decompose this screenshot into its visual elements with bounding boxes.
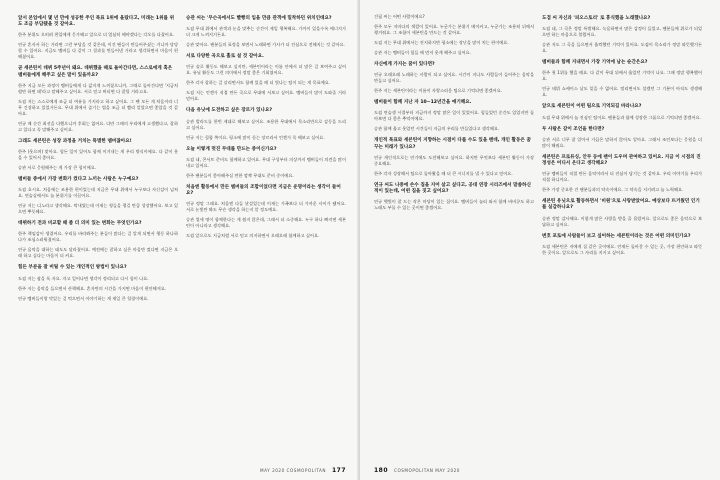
interview-answer: 한주 저는 세븐틴이라는 이름이 자랑스러운 팀으로 기억되면 좋겠어요.: [374, 88, 502, 94]
interview-answer: 연규 개인적으로는 연기에도 도전해보고 싶어요. 하지만 무엇보다 세븐틴 활동이 가장 중요해요.: [374, 154, 534, 166]
interview-question: 앞으로 세븐틴이 어떤 팀으로 기억되길 바라나요?: [542, 104, 642, 110]
interview-answer: 한주 분위도 오히려 편입에게 응가해고 앞으로 더 열심히 해야겠다는 각오를 다졌어요.: [18, 32, 175, 38]
interview-answer: 도겸 호시요. 처음에는 조용한 편이었는데 지금은 무대 위에서 누구보다 자신감이 넘쳐요. 연습실에서도 늘 분위기를 이끌어요.: [18, 187, 178, 199]
interview-question: 멤버들이 함께 지난 자 10~12년간을 얘기해요.: [374, 100, 472, 106]
page-number: 180: [374, 467, 389, 474]
interview-answer: 도겸 네, 그 곡은 정말 특별해요. 녹음하면서 많은 감정이 들었고, 팬분들께 위로가 되었으면 하는 마음으로 불렀어요.: [542, 26, 702, 38]
interview-answer: 도겸 무대 위에서 늘 진심인 팀이요. 팬분들과 함께 성장한 그룹으로 기억되면 좋겠어요.: [542, 114, 701, 120]
interview-answer: 도겸 무대 위에서 관객과 눈을 맞추는 순간이 제일 행복해요. 가까이 있을수록 에너지가 더 크게 느껴지거든요.: [186, 26, 346, 38]
interview-answer: 연규 저는 힙합 쪽이요. 평소에 많이 듣는 장르라서 언젠가 꼭 해보고 싶어요.: [186, 134, 325, 140]
interview-answer: 승관 함께 울고 웃었던 시간들이 지금의 우리를 만들었다고 생각해요.: [374, 126, 500, 132]
interview-question: 승관 씨는 '무슨곡에서도 빨빵의 입을 만큼 관객에 밀착하던 위치인데요?: [186, 16, 332, 21]
interview-question: 연규 씨도 나중에 손수 집을 지어 살고 싶다고, 공대 연장 시리즈에서 말씀하신 적이 있는데, 어떤 집을 짓고 싶어요?: [374, 182, 531, 195]
interview-answer: 승관 서로 응원해주는 게 가장 큰 힘이에요.: [18, 165, 97, 171]
interview-answer: 한주 저는 음악을 들으면서 산책해요. 혼자만의 시간을 가지면 마음이 편안해져요.: [18, 285, 167, 291]
interview-answer: 도겸 저는 무대 위에서는 진지하지만 평소에는 장난을 많이 치는 편이에요.: [374, 40, 509, 45]
interview-question: 처음엔 활동에서 만든 멤버들의 조합이었다면 지금은 운명이라는 생각이 들어요?: [186, 184, 341, 197]
interview-answer: 승관 열세 명이 함께한다는 게 쉽지 않은데, 그래서 더 소중해요. 누구 하나 빠지면 세븐틴이 아니라고 생각해요.: [186, 217, 346, 229]
interview-question: 두 사람은 같이 조언을 한다면?: [542, 126, 605, 132]
interview-answer: 도겸 앞으로도 지금처럼 서로 믿고 의지하면서 오래오래 함께하고 싶어요.: [186, 233, 320, 239]
right-page: [360, 0, 720, 480]
interview-answer: 도겸 저는 언젠가 직접 만든 곡으로 무대에 서보고 싶어요. 멤버들이 많이 도와줄 거라 믿어요.: [186, 90, 346, 102]
interview-question: 곧 세븐틴이 데뷔 5주년이 돼요. 데뷔했을 때로 돌아간다면, 스스로에게 혹은 멤버들에게 해주고 싶은 말이 있을까요?: [18, 66, 173, 78]
right-page-column-2: [542, 14, 702, 460]
interview-question: 힘든 부분을 잘 버틸 수 있는 개인적인 방법이 있나요?: [18, 265, 127, 271]
interview-answer: 한주 각자 성장해서 팀으로 돌아왔을 때 더 큰 시너지를 낼 수 있다고 믿어요.: [374, 170, 513, 176]
interview-answer: 도겸 세븐틴은 저에게 집 같은 곳이에요. 언제든 돌아갈 수 있는 곳, 가장 편안하고 따뜻한 곳이요. 앞으로도 그 자리를 지키고 싶어요.: [542, 243, 702, 255]
interview-answer: 연규 오래오래 노래하는 사람이 되고 싶어요. 시간이 지나도 사람들이 들어주는 음악을 만들고 싶어요.: [374, 72, 534, 84]
interview-answer: 연규 저는 디노라고 생각해요. 막내였는데 이제는 형들을 챙길 만큼 성장했어요. 보고 있으면 뿌듯해요.: [18, 203, 178, 215]
interview-answer: 승관 정말 감사해요. 이렇게 많은 사랑을 받을 줄 몰랐어요. 앞으로도 좋은 음악으로 보답하고 싶어요.: [542, 215, 702, 227]
interview-question: 도겸 씨 자신과 '피오스토리' 로 휴식했을 노래했나요?: [542, 16, 651, 21]
interview-answer: 연규 멤버들이랑 맛있는 걸 먹으면서 이야기하는 게 제일 큰 힐링이에요.: [18, 295, 149, 301]
interview-question: 멤버들과 함께 지내면서 가장 기억에 남는 순간은요?: [542, 60, 648, 66]
interview-question: 변호 포토에 사람들이 보고 싶어하는 세븐틴이라는 것은 어떤 의미인가요?: [542, 233, 691, 239]
interview-question: 자신에게 가지는 꿈이 있다면?: [374, 62, 435, 67]
interview-answer: 도겸 연습생 시절부터 지금까지 정말 많은 일이 있었어요. 힘들었던 순간도 있었지만 돌아보면 다 좋은 추억이에요.: [374, 110, 534, 122]
interview-question: 개인적 목표와 세븐틴이 지향하는 시점이 다를 수도 있을 텐데, 개인 활동은 꿈꾸는 미래가 있나요?: [374, 138, 531, 150]
footer-magazine-label: COSMOPOLITAN MAY 2020: [394, 468, 460, 473]
right-page-footer: [374, 467, 460, 474]
left-page-footer: [260, 467, 346, 474]
interview-question: 서로 다양한 곡으로 홀로 설 것 같아요.: [186, 54, 264, 60]
interview-answer: 도겸 저는 잠을 푹 자요. 자고 일어나면 생각이 정리되고 다시 힘이 나요.: [18, 275, 149, 281]
interview-answer: 한주 책임감이 생겼어요. 우리를 바라봐주는 분들이 많다는 걸 알게 되면서 행동 하나하나가 조심스러워졌어요.: [18, 231, 178, 243]
interview-answer: 한주 각자 잘하는 걸 살리면서도 함께 있을 때 더 빛나는 팀이 되는 게 목표예요.: [186, 80, 331, 86]
interview-answer: 승관 저는 멤버들이 힘들 때 먼저 웃게 해주고 싶어요.: [374, 50, 471, 55]
interview-answer: 한주 모두 저마다의 색깔이 있어요. 누군가는 분위기 메이커고, 누군가는 조용히 뒤에서 챙겨줘요. 그 조합이 세븐틴을 만드는 것 같아요.: [374, 24, 534, 35]
interview-question: 그래도 세븐틴은 성장 과정을 거치는 특별한 멤버잖아요!: [18, 138, 132, 144]
interview-answer: 연규 멤버들이 직접 만든 음악이라서 더 진심이 담기는 것 같아요. 우리 이야기를 우리가 직접 하니까요.: [542, 171, 702, 183]
interview-answer: 승관 서로 너무 잘 알아서 가끔은 말하지 않아도 알아요. 그래서 조언보다는 응원을 더 많이 해줘요.: [542, 136, 702, 148]
interview-question: 세븐틴 유닛으로 활동하면서 '비원'으로 사랑받았어요. 예상보다 뜨거웠던 인기를 실감하나요?: [542, 199, 700, 211]
interview-question: 세븐틴은 프로듀싱, 안무 등에 팬이 도우며 관여하고 있어요. 지금 이 시점의 진정성은 어디서 온다고 생각해요?: [542, 154, 701, 167]
interview-question: 앞서 본업에서 몇 년 만에 성공한 주인 목표 1위에 올랐다고, 미래는 1위를 위도 조금 부담됐을 것 같아요.: [18, 16, 175, 28]
interview-answer: 도겸 네, 콘서트 준비도 함께하고 있어요. 무대 구성부터 의상까지 멤버들이 의견을 많이 내고 있어요.: [186, 156, 346, 168]
right-page-column-1: [374, 14, 534, 460]
interview-answer: 연규 햇빛이 잘 드는 작은 마당이 있는 집이요. 멤버들이 놀러 와서 함께 바비큐도 하고 노래도 부를 수 있는 곳이면 좋겠어요.: [374, 199, 534, 211]
interview-question: 오늘 이렇게 멋진 무대를 만드는 중이신가요?: [186, 146, 277, 152]
interview-answer: 도겸 저는 스스로에게 조금 더 여유를 가지라고 하고 싶어요. 그 땐 모든 게 처음이라 너무 긴장하고 있었거든요. 무대 위에서 즐기는 법을 조금 더 빨리 알았으면 좋았을 것 같아요.: [18, 98, 178, 116]
interview-answer: 한주 (웃으며) 맞아요. 힘든 일이 있어도 함께 이겨내는 게 우리 방식이에요. 다 같이 웃을 수 있어서 좋아요.: [18, 149, 178, 161]
page-number: 177: [331, 467, 346, 474]
interview-answer: 한주 가장 중요한 건 팬분들과의 약속이에요. 그 약속을 지키려고 늘 노력해요.: [542, 187, 684, 193]
interview-question: 멤버들 중에서 가장 변화가 컸다고 느끼는 사람은 누구예요?: [18, 177, 139, 183]
interview-answer: 한주 첫 1위를 했을 때요. 다 같이 무대 뒤에서 울었던 기억이 나요. 그때 정말 행복했어요.: [542, 70, 702, 82]
interview-answer: 연규 매 순간 최선을 다했으니까 후회는 없어요. 다만 그때의 우리에게 고생했다고, 잘하고 있다고 꼭 말해주고 싶어요.: [18, 120, 178, 132]
interview-answer: 연규 솔로 활동도 해보고 싶지만, 세븐틴이라는 이름 안에서 더 많은 걸 보여주고 싶어요. 유닛 활동도 그런 의미에서 정말 좋은 기회였어요.: [186, 64, 346, 76]
interview-answer: 승관 발라드를 한번 제대로 해보고 싶어요. 조용한 무대에서 목소리만으로 감동을 드리고 싶어요.: [186, 118, 346, 130]
interview-answer: 연규 음악을 대하는 태도도 달라졌어요. 예전에는 잘하고 싶은 마음만 컸다면 지금은 오래 하고 싶다는 마음이 더 커요.: [18, 247, 178, 259]
interview-answer: 승관 저도 그 곡을 들으면서 울컥했던 기억이 있어요. 도겸이 목소리가 정말 따뜻했거든요.: [542, 42, 702, 54]
interview-question: 데뷔하기 전과 비교할 때 좀 더 의미 있는 변화는 무엇인가요?: [18, 221, 142, 227]
interview-answer: 한주 지금 모든 과정이 멤버들에게 다 값지게 느껴졌으니까, 그때로 돌아간다면 '지금처럼만 하면 돼'라고 말해주고 싶어요. 서로 믿고 버티면 다 잘될 거라고요.: [18, 82, 178, 94]
left-page-column-2: [186, 14, 346, 460]
interview-answer: 연규 정말 그래요. 처음엔 다들 낯설었는데 이제는 가족보다 더 가까운 사이가 됐어요. 서로 눈빛만 봐도 무슨 생각을 하는지 알 정도예요.: [186, 201, 346, 213]
interview-answer: 한주 팬분들이 좋아해주실 만한 깜짝 무대도 준비 중이에요.: [186, 172, 294, 178]
left-page-column-1: [18, 14, 178, 460]
interview-question: 다음 유닛에 도전하고 싶은 장르가 있나요?: [186, 108, 273, 114]
interview-answer: 건필 씨는 어떤 사람이에요?: [374, 14, 425, 19]
footer-magazine-label: MAY 2020 COSMOPOLITAN: [260, 468, 326, 473]
interview-answer: 연규 데뷔 쇼케이스 날도 잊을 수 없어요. 떨리면서도 설렜던 그 기분이 아직도 생생해요.: [542, 86, 702, 98]
interview-answer: 연규 혼자서 하는 거라면 그런 부담을 것 같은데, 이건 팬들이 만들어주셨는 거니까 당당할 수 있어요. 지금도 멤버들 다 같이 그 결과를 만들어낸 거라고 생각하면서 마음이 편해졌어요.: [18, 42, 178, 60]
interview-answer: 승관 맞아요. 팬분들의 표정을 보면서 노래하면 가사가 더 진심으로 전해지는 것 같아요.: [186, 42, 345, 48]
